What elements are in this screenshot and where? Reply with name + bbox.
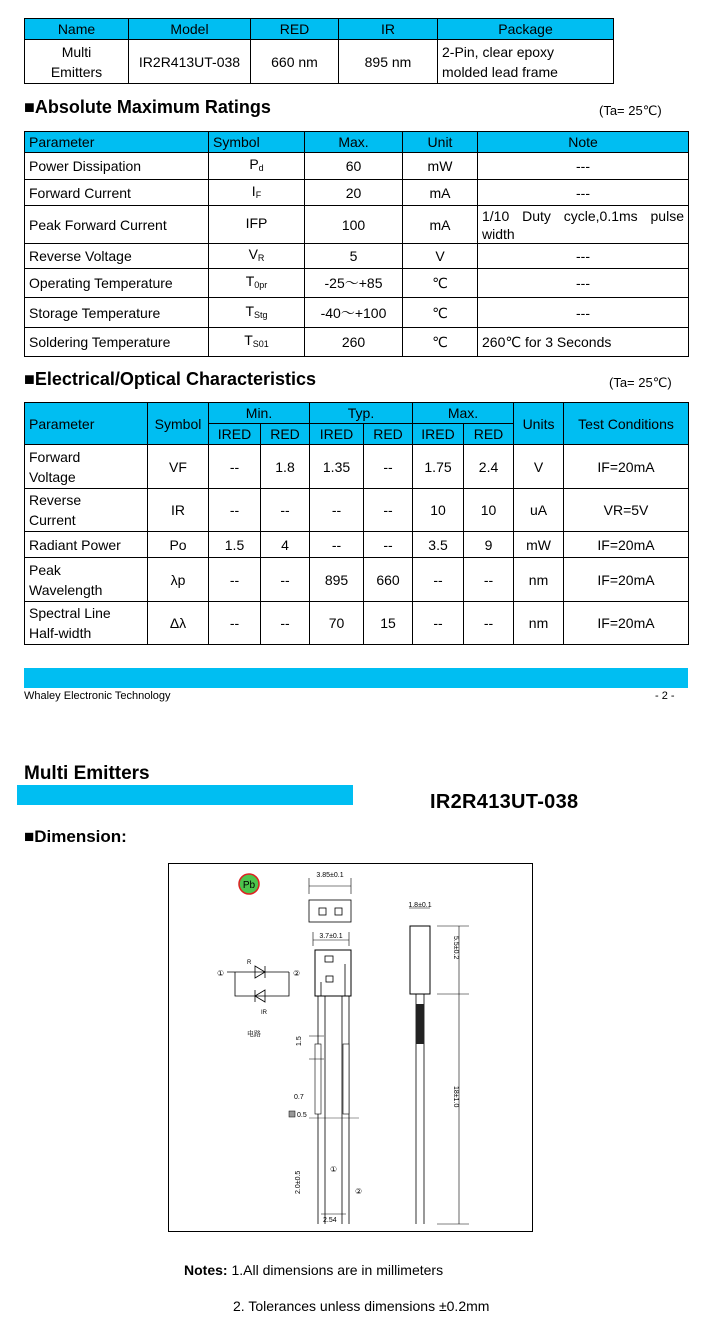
sub-header: IRED — [310, 424, 364, 445]
unit-cell: mA — [403, 206, 478, 244]
col-header: Package — [438, 19, 614, 40]
sub-header: RED — [364, 424, 413, 445]
eoc-body — [25, 445, 689, 645]
pin-label: ② — [293, 969, 301, 978]
col-header: Min. — [209, 403, 310, 424]
col-header: Max. — [305, 132, 403, 153]
model-cell: IR2R413UT-038 — [129, 40, 251, 84]
circuit-label: 电路 — [247, 1031, 261, 1038]
symbol-text: I — [251, 182, 256, 199]
param-cell — [25, 445, 148, 489]
symbol-cell — [209, 298, 305, 328]
symbol-sub: 0pr — [254, 280, 268, 290]
value-cell: -- — [364, 489, 413, 532]
package-line: 2-Pin, clear epoxy — [442, 43, 555, 60]
table-row — [25, 206, 689, 244]
col-header: Name — [25, 19, 129, 40]
units-cell: mW — [514, 532, 564, 558]
note-cell: --- — [478, 269, 689, 298]
amr-ta: (Ta= 25℃) — [599, 103, 662, 118]
param-cell: Soldering Temperature — [25, 328, 209, 357]
param-cell — [25, 489, 148, 532]
col-header: Parameter — [25, 132, 209, 153]
col-header: Model — [129, 19, 251, 40]
max-cell: 100 — [305, 206, 403, 244]
table-row — [25, 489, 689, 532]
pin-label: ② — [355, 1187, 363, 1196]
param-cell: Operating Temperature — [25, 269, 209, 298]
param-line: Reverse — [29, 492, 82, 508]
col-header: Note — [478, 132, 689, 153]
table-row — [25, 269, 689, 298]
note-cell: 1/10 Duty cycle,0.1ms pulse width — [478, 206, 689, 244]
value-cell: -- — [310, 532, 364, 558]
led-label: IR — [261, 1010, 267, 1016]
value-cell: 4 — [261, 532, 310, 558]
value-cell: 15 — [364, 602, 413, 645]
symbol-cell — [209, 180, 305, 206]
summary-table — [24, 18, 614, 84]
col-header: Max. — [413, 403, 514, 424]
symbol-cell: VF — [148, 445, 209, 489]
dim-label: 2.0±0.5 — [295, 1170, 302, 1194]
max-cell: -40～+100 — [305, 298, 403, 328]
table-row — [25, 328, 689, 357]
symbol-sub: d — [258, 163, 264, 173]
value-cell: -- — [364, 532, 413, 558]
value-cell: -- — [413, 602, 464, 645]
max-cell: -25～+85 — [305, 269, 403, 298]
table-row — [25, 445, 689, 489]
symbol-cell — [209, 206, 305, 244]
max-cell: 20 — [305, 180, 403, 206]
name-line: Multi — [61, 43, 92, 60]
symbol-text: IFP — [245, 214, 268, 231]
symbol-sub: R — [257, 253, 265, 263]
amr-table — [24, 131, 689, 357]
symbol-sub: S01 — [252, 339, 269, 349]
footer-band — [24, 668, 688, 688]
param-cell: Peak Forward Current — [25, 206, 209, 244]
param-cell — [25, 532, 148, 558]
value-cell: 70 — [310, 602, 364, 645]
model-heading: IR2R413UT-038 — [430, 791, 579, 813]
param-cell — [25, 558, 148, 602]
eoc-table — [24, 402, 689, 645]
value-cell: -- — [413, 558, 464, 602]
value-cell: 1.5 — [209, 532, 261, 558]
dim-label: 18±1.0 — [452, 1086, 459, 1108]
table-row — [25, 244, 689, 269]
dim-label: 0.7 — [294, 1094, 304, 1101]
value-cell: -- — [261, 602, 310, 645]
dimension-title: ■Dimension: — [24, 827, 127, 846]
name-cell — [25, 40, 129, 84]
symbol-cell: Po — [148, 532, 209, 558]
symbol-cell — [209, 244, 305, 269]
sub-header: RED — [261, 424, 310, 445]
value-cell: -- — [364, 445, 413, 489]
note-text: 1.All dimensions are in millimeters — [227, 1262, 444, 1278]
param-line: Wavelength — [29, 581, 103, 598]
test-cell: IF=20mA — [564, 602, 689, 645]
pb-label: Pb — [242, 880, 256, 891]
value-cell: 895 — [310, 558, 364, 602]
symbol-sub: Stg — [254, 309, 268, 320]
dim-label: 3.7±0.1 — [319, 933, 343, 940]
note-cell: --- — [478, 244, 689, 269]
red-cell: 660 nm — [251, 40, 339, 84]
value-cell: -- — [464, 602, 514, 645]
value-cell: -- — [261, 558, 310, 602]
package-cell — [438, 40, 614, 84]
footer-company: Whaley Electronic Technology — [24, 690, 171, 702]
max-cell: 260 — [305, 328, 403, 357]
dim-label: 3.85±0.1 — [316, 872, 344, 879]
col-header: Parameter — [25, 403, 148, 445]
note-cell: --- — [478, 298, 689, 328]
note-cell: 260℃ for 3 Seconds — [478, 328, 689, 357]
max-cell: 5 — [305, 244, 403, 269]
circuit-diagram — [217, 960, 300, 1038]
symbol-text: V — [248, 246, 258, 262]
dim-label: 5.5±0.2 — [452, 936, 459, 960]
symbol-sub: F — [255, 189, 262, 200]
pin-label: ① — [330, 1165, 338, 1174]
sub-header: RED — [464, 424, 514, 445]
page-heading: Multi Emitters — [24, 763, 150, 784]
amr-body — [25, 153, 689, 357]
col-header: IR — [339, 19, 438, 40]
eoc-ta: (Ta= 25℃) — [609, 375, 672, 390]
value-cell: 9 — [464, 532, 514, 558]
col-header: RED — [251, 19, 339, 40]
param-line: Voltage — [29, 468, 76, 485]
param-cell: Power Dissipation — [25, 153, 209, 180]
ir-cell: 895 nm — [339, 40, 438, 84]
symbol-cell: λp — [148, 558, 209, 602]
symbol-text: T — [244, 332, 253, 348]
eoc-title: ■Electrical/Optical Characteristics — [24, 369, 317, 389]
param-cell: Forward Current — [25, 180, 209, 206]
unit-cell: V — [403, 244, 478, 269]
param-cell: Reverse Voltage — [25, 244, 209, 269]
unit-cell: mA — [403, 180, 478, 206]
param-line: Spectral Line — [29, 605, 111, 621]
table-row — [25, 558, 689, 602]
value-cell: 1.75 — [413, 445, 464, 489]
test-cell: VR=5V — [564, 489, 689, 532]
unit-cell: ℃ — [403, 298, 478, 328]
symbol-text: T — [245, 302, 255, 319]
value-cell: -- — [261, 489, 310, 532]
symbol-text: P — [249, 156, 259, 172]
param-cell: Storage Temperature — [25, 298, 209, 328]
max-cell: 60 — [305, 153, 403, 180]
sub-header: IRED — [413, 424, 464, 445]
table-row — [25, 532, 689, 558]
param-line: Radiant Power — [29, 536, 121, 553]
table-row — [25, 602, 689, 645]
pb-free-icon — [239, 874, 259, 894]
value-cell: 3.5 — [413, 532, 464, 558]
value-cell: 1.8 — [261, 445, 310, 489]
table-row — [25, 180, 689, 206]
dim-label: 1.8±0.1 — [408, 902, 432, 909]
table-row — [25, 298, 689, 328]
units-cell: uA — [514, 489, 564, 532]
value-cell: 660 — [364, 558, 413, 602]
param-cell — [25, 602, 148, 645]
notes-line-2: 2. Tolerances unless dimensions ±0.2mm — [233, 1298, 490, 1314]
col-header: Test Conditions — [564, 403, 689, 445]
note-cell: --- — [478, 153, 689, 180]
note-cell: --- — [478, 180, 689, 206]
value-cell: -- — [310, 489, 364, 532]
symbol-cell: Δλ — [148, 602, 209, 645]
drawing-svg — [169, 864, 532, 1231]
col-header: Typ. — [310, 403, 413, 424]
value-cell: 2.4 — [464, 445, 514, 489]
unit-cell: ℃ — [403, 269, 478, 298]
header-band — [17, 785, 353, 805]
units-cell: nm — [514, 602, 564, 645]
test-cell: IF=20mA — [564, 558, 689, 602]
symbol-text: T — [245, 273, 255, 289]
dim-label: 1.5 — [296, 1036, 303, 1046]
value-cell: 10 — [464, 489, 514, 532]
units-cell: nm — [514, 558, 564, 602]
symbol-cell — [209, 153, 305, 180]
value-cell: -- — [209, 558, 261, 602]
value-cell: -- — [464, 558, 514, 602]
col-header: Unit — [403, 132, 478, 153]
col-header: Units — [514, 403, 564, 445]
units-cell: V — [514, 445, 564, 489]
col-header: Symbol — [148, 403, 209, 445]
pin-label: ① — [217, 969, 225, 978]
param-line: Current — [29, 512, 76, 528]
dim-label: 2.54 — [323, 1217, 337, 1224]
sub-header: IRED — [209, 424, 261, 445]
value-cell: -- — [209, 445, 261, 489]
led-label: R — [247, 960, 252, 966]
test-cell: IF=20mA — [564, 532, 689, 558]
col-header: Symbol — [209, 132, 305, 153]
test-cell: IF=20mA — [564, 445, 689, 489]
value-cell: -- — [209, 489, 261, 532]
dimension-drawing — [168, 863, 533, 1232]
value-cell: -- — [209, 602, 261, 645]
notes-label: Notes: — [184, 1262, 228, 1278]
amr-title: ■Absolute Maximum Ratings — [24, 97, 271, 117]
unit-cell: mW — [403, 153, 478, 180]
param-line: Peak — [29, 561, 61, 578]
unit-cell: ℃ — [403, 328, 478, 357]
value-cell: 1.35 — [310, 445, 364, 489]
package-line: molded lead frame — [442, 63, 558, 80]
symbol-cell: IR — [148, 489, 209, 532]
value-cell: 10 — [413, 489, 464, 532]
param-line: Half-width — [29, 625, 92, 641]
footer-page: - 2 - — [655, 690, 675, 702]
table-row — [25, 153, 689, 180]
symbol-cell — [209, 328, 305, 357]
param-line: Forward — [29, 448, 81, 465]
name-line: Emitters — [50, 63, 103, 80]
dim-label: 0.5 — [297, 1112, 307, 1119]
symbol-cell — [209, 269, 305, 298]
notes-line-1 — [184, 1262, 443, 1278]
